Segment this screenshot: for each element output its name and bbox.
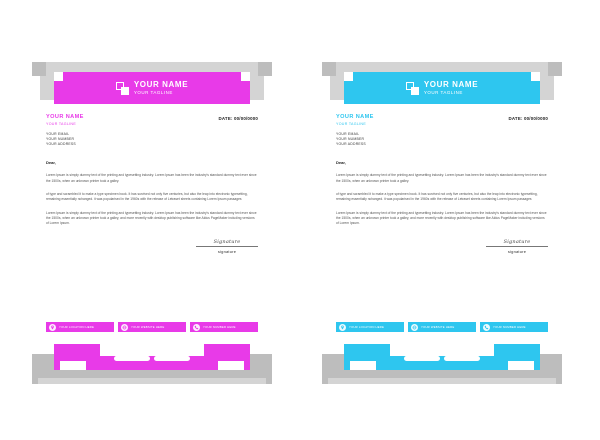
- footer-chip-website-text: YOUR WEBSITE HERE: [131, 325, 165, 329]
- double-square-logo-icon: [406, 82, 419, 95]
- double-square-logo-icon: [116, 82, 129, 95]
- header-shadow-left-tab: [322, 62, 336, 76]
- letterhead-cyan: [322, 56, 562, 386]
- document-date: DATE: 00/00/0000: [508, 116, 548, 121]
- signature-label: signature: [217, 249, 237, 255]
- contact-email: YOUR EMAIL: [46, 131, 70, 136]
- location-pin-icon: [49, 324, 56, 331]
- footer-cut-middle: [100, 344, 204, 356]
- contact-address: YOUR ADDRESS: [46, 142, 76, 147]
- identity-tagline: YOUR TAGLINE: [336, 121, 367, 126]
- identity-tagline: YOUR TAGLINE: [46, 121, 77, 126]
- footer-chip-row: [336, 322, 548, 332]
- phone-icon: [193, 324, 200, 331]
- header-area: [322, 56, 562, 114]
- body-paragraph-3: Lorem Ipsum is simply dummy text of the printing and typesetting industry. Lorem Ipsum has been the industry's standard dummy text ever since the 1500s, when an unknown printer took a galley, and more recently with desktop publishing software like Aldus PageMaker including versions of Lorem Ipsum.: [46, 210, 257, 226]
- header-company-tagline: YOUR TAGLINE: [423, 89, 463, 95]
- salutation: Dear,: [336, 160, 346, 166]
- document-body: [32, 108, 272, 334]
- signature-label: signature: [507, 249, 527, 255]
- footer-chip-website-text: YOUR WEBSITE HERE: [421, 325, 455, 329]
- footer-gray-strip: [38, 378, 266, 384]
- footer-cut-pill-left: [114, 356, 150, 361]
- signature-block: [46, 239, 258, 255]
- header-shadow-right-tab: [548, 62, 562, 76]
- footer-chip-number: [190, 322, 258, 332]
- body-paragraph-1: Lorem Ipsum is simply dummy text of the printing and typesetting industry. Lorem Ipsum has been the industry's standard dummy text ever since the 1500s, when an unknown printer took a galley.: [336, 173, 547, 183]
- footer-color-block: [54, 344, 250, 370]
- footer-chip-number: [480, 322, 548, 332]
- footer-cut-pill-left: [404, 356, 440, 361]
- footer-cut-pill-right: [154, 356, 190, 361]
- footer-chip-location-text: YOUR LOCATION HERE: [59, 325, 95, 329]
- header-shadow-right-tab: [258, 62, 272, 76]
- globe-icon: [411, 324, 418, 331]
- contact-list: [46, 132, 258, 148]
- footer-cut-pill-right: [444, 356, 480, 361]
- globe-icon: [121, 324, 128, 331]
- body-paragraph-3: Lorem Ipsum is simply dummy text of the printing and typesetting industry. Lorem Ipsum has been the industry's standard dummy text ever since the 1500s, when an unknown printer took a galley, and more recently with desktop publishing software like Aldus PageMaker including versions of Lorem Ipsum.: [336, 210, 547, 226]
- header-shadow-left-tab: [32, 62, 46, 76]
- body-paragraph-2: of type and scrambled it to make a type specimen book. It has survived not only five centuries, but also the leap into electronic typesetting, remaining essentially nchanged. it was popularised in the 1960s with the release of Letraset sheets containing Lorem Ipsum passages: [46, 191, 248, 202]
- header-brand-lockup: [344, 72, 540, 104]
- signature-script: Signature: [503, 238, 531, 245]
- footer-color-block: [344, 344, 540, 370]
- letterhead-magenta: [32, 56, 272, 386]
- footer-cut-right: [218, 361, 244, 370]
- footer-cut-left: [60, 361, 86, 370]
- document-body: [322, 108, 562, 334]
- header-company-name: YOUR NAME: [423, 79, 479, 89]
- contact-email: YOUR EMAIL: [336, 131, 360, 136]
- identity-name: YOUR NAME: [336, 114, 374, 120]
- identity-name: YOUR NAME: [46, 114, 84, 120]
- footer-cut-right: [508, 361, 534, 370]
- phone-icon: [483, 324, 490, 331]
- identity-row: [336, 114, 548, 126]
- footer-chip-location: [336, 322, 404, 332]
- footer-chip-website: [408, 322, 476, 332]
- footer-chip-website: [118, 322, 186, 332]
- signature-block: [336, 239, 548, 255]
- footer-shape: [32, 338, 272, 386]
- footer-chip-location: [46, 322, 114, 332]
- header-brand-lockup: [54, 72, 250, 104]
- contact-number: YOUR NUMBER: [336, 136, 365, 141]
- location-pin-icon: [339, 324, 346, 331]
- contact-list: [336, 132, 548, 148]
- signature-rule: [196, 246, 258, 247]
- header-color-band: [344, 72, 540, 104]
- footer-cut-left: [350, 361, 376, 370]
- body-paragraph-1: Lorem Ipsum is simply dummy text of the printing and typesetting industry. Lorem Ipsum has been the industry's standard dummy text ever since the 1500s, when an unknown printer took a galley.: [46, 173, 257, 183]
- identity-row: [46, 114, 258, 126]
- footer-chip-number-text: YOUR NUMBER HERE: [203, 325, 236, 329]
- footer-chip-location-text: YOUR LOCATION HERE: [349, 325, 385, 329]
- header-color-band: [54, 72, 250, 104]
- header-company-tagline: YOUR TAGLINE: [133, 89, 173, 95]
- contact-address: YOUR ADDRESS: [336, 142, 366, 147]
- header-company-name: YOUR NAME: [133, 79, 189, 89]
- footer-gray-strip: [328, 378, 556, 384]
- contact-number: YOUR NUMBER: [46, 136, 75, 141]
- salutation: Dear,: [46, 160, 56, 166]
- footer-shape: [322, 338, 562, 386]
- footer-cut-middle: [390, 344, 494, 356]
- body-paragraph-2: of type and scrambled it to make a type specimen book. It has survived not only five centuries, but also the leap into electronic typesetting, remaining essentially nchanged. it was popularised in the 1960s with the release of Letraset sheets containing Lorem Ipsum passages: [336, 191, 538, 202]
- identity-block: [46, 114, 84, 126]
- signature-script: Signature: [213, 238, 241, 245]
- header-area: [32, 56, 272, 114]
- document-date: DATE: 00/00/0000: [218, 116, 258, 121]
- footer-chip-number-text: YOUR NUMBER HERE: [493, 325, 526, 329]
- signature-rule: [486, 246, 548, 247]
- footer-chip-row: [46, 322, 258, 332]
- identity-block: [336, 114, 374, 126]
